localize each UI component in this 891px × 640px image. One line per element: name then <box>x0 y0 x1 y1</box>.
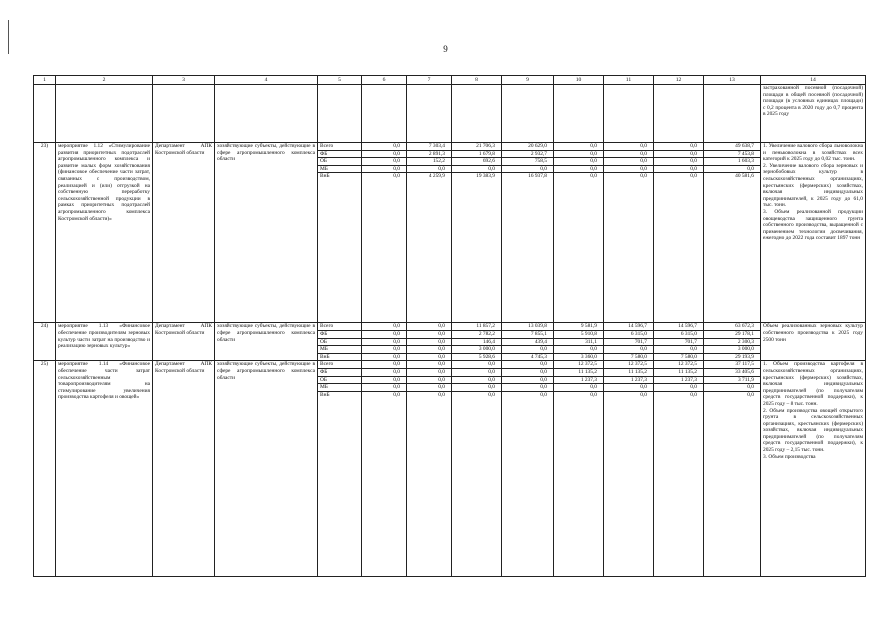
continuation-empty-cell <box>215 85 318 143</box>
year-value: 0,0 <box>554 346 604 354</box>
year-value: 5 910,8 <box>554 330 604 338</box>
year-value: 0,0 <box>554 391 604 576</box>
continuation-empty-cell <box>554 85 604 143</box>
header-col-9: 9 <box>502 76 554 85</box>
result-paragraph: 2. Объем производства овощей открытого грунта в сельскохозяйственных организациях, крестьянских (фермерских) хозяйствах, включая индивидуальных предпринимателей (по получателям средств государственной поддержки), к 2025 году – 2,15 тыс. тонн. <box>763 407 863 454</box>
header-col-11: 11 <box>604 76 654 85</box>
funding-source: МБ <box>318 384 362 392</box>
total-value: 0,0 <box>704 165 761 173</box>
year-value: 0,0 <box>362 143 407 151</box>
continuation-empty-cell <box>362 85 407 143</box>
year-value: 0,0 <box>407 338 452 346</box>
year-value: 5 928,6 <box>452 353 502 361</box>
year-value: 6 315,0 <box>654 330 704 338</box>
year-value: 0,0 <box>554 165 604 173</box>
year-value: 0,0 <box>654 346 704 354</box>
year-value: 0,0 <box>654 391 704 576</box>
year-value: 0,0 <box>407 346 452 354</box>
result-paragraph: 1. Увеличение валового сбора льноволокна и пеньковолокна в хозяйствах всех категорий к 2025 году до 0,02 тыс. тонн. <box>763 143 863 163</box>
result-paragraph: 3. Объем реализованной продукции овощеводства защищенного грунта собственного производства, выращенной с применением технологии досвечивания, ежегодно до 2022 года составит 1897 тонн <box>763 208 863 242</box>
total-value: 29 193,9 <box>704 353 761 361</box>
year-value: 1 679,8 <box>452 150 502 158</box>
group-number: 24) <box>34 323 56 361</box>
total-value: 1 603,3 <box>704 158 761 166</box>
year-value: 152,2 <box>407 158 452 166</box>
result-paragraph: 1. Объем производства картофеля в сельскохозяйственных организациях, крестьянских (фермерских) хозяйствах, включая индивидуальных предпринимателей (по получателям средств государственной поддержки), к 2025 году – 8 тыс. тонн. <box>763 361 863 407</box>
expected-results <box>761 143 866 323</box>
header-col-3: 3 <box>153 76 215 85</box>
header-col-1: 1 <box>34 76 56 85</box>
year-value: 0,0 <box>407 391 452 576</box>
total-value: 3 000,0 <box>704 346 761 354</box>
funding-source: МБ <box>318 346 362 354</box>
executor: Департамент АПК Костромской области <box>153 143 215 323</box>
year-value: 7 303,4 <box>407 143 452 151</box>
year-value: 0,0 <box>407 361 452 369</box>
year-value: 13 039,8 <box>502 323 554 331</box>
continuation-empty-cell <box>318 85 362 143</box>
continuation-empty-cell <box>56 85 153 143</box>
continuation-empty-cell <box>407 85 452 143</box>
year-value: 1 237,3 <box>554 376 604 384</box>
continuation-empty-cell <box>502 85 554 143</box>
table-row <box>34 361 866 369</box>
year-value: 14 596,7 <box>654 323 704 331</box>
measure-name: мероприятие 1.14 «Финансовое обеспечение части затрат сельскохозяйственным товаропроизводителям на стимулирование увеличения производства картофеля и овощей» <box>56 361 153 576</box>
year-value: 11 857,2 <box>452 323 502 331</box>
result-paragraph: 2. Увеличение валового сбора зерновых и зернобобовых культур в сельскохозяйственных организациях, крестьянских (фермерских) хозяйствах, включая индивидуальных предпринимателей, к 2025 году до 61,0 тыс. тонн. <box>763 162 863 209</box>
year-value: 0,0 <box>654 173 704 323</box>
continuation-empty-cell <box>34 85 56 143</box>
year-value: 0,0 <box>604 173 654 323</box>
year-value: 7 855,1 <box>502 330 554 338</box>
funding-source: МБ <box>318 165 362 173</box>
year-value: 0,0 <box>452 384 502 392</box>
year-value: 0,0 <box>452 376 502 384</box>
year-value: 0,0 <box>604 346 654 354</box>
header-col-6: 6 <box>362 76 407 85</box>
funding-source: ФБ <box>318 330 362 338</box>
year-value: 146,4 <box>452 338 502 346</box>
funding-source: ФБ <box>318 368 362 376</box>
year-value: 11 135,2 <box>554 368 604 376</box>
measure-name: мероприятие 1.13 «Финансовое обеспечение производителям зерновых культур части затрат на производство и реализацию зерновых культур» <box>56 323 153 361</box>
group-number: 25) <box>34 361 56 576</box>
year-value: 0,0 <box>407 165 452 173</box>
year-value: 2 891,3 <box>407 150 452 158</box>
total-value: 37 117,5 <box>704 361 761 369</box>
year-value: 12 372,5 <box>654 361 704 369</box>
year-value: 0,0 <box>604 143 654 151</box>
page-number: 9 <box>443 44 448 54</box>
year-value: 11 135,2 <box>654 368 704 376</box>
year-value: 7 580,0 <box>654 353 704 361</box>
expected-results <box>761 361 866 576</box>
year-value: 11 135,2 <box>604 368 654 376</box>
total-value: 63 672,3 <box>704 323 761 331</box>
participants: хозяйствующие субъекты, действующие в сфере агропромышленного комплекса области <box>215 361 318 576</box>
year-value: 0,0 <box>452 361 502 369</box>
year-value: 0,0 <box>554 173 604 323</box>
year-value: 0,0 <box>604 150 654 158</box>
year-value: 0,0 <box>362 165 407 173</box>
year-value: 2 932,7 <box>502 150 554 158</box>
year-value: 0,0 <box>502 391 554 576</box>
funding-source: Всего <box>318 361 362 369</box>
year-value: 20 629,0 <box>502 143 554 151</box>
year-value: 3 360,0 <box>554 353 604 361</box>
year-value: 0,0 <box>502 346 554 354</box>
participants: хозяйствующие субъекты, действующие в сфере агропромышленного комплекса области <box>215 143 318 323</box>
year-value: 0,0 <box>654 384 704 392</box>
year-value: 0,0 <box>362 384 407 392</box>
header-col-14: 14 <box>761 76 866 85</box>
year-value: 701,7 <box>604 338 654 346</box>
year-value: 0,0 <box>407 323 452 331</box>
expected-results <box>761 323 866 361</box>
year-value: 0,0 <box>554 158 604 166</box>
total-value: 0,0 <box>704 391 761 576</box>
year-value: 0,0 <box>452 165 502 173</box>
year-value: 0,0 <box>407 353 452 361</box>
header-col-12: 12 <box>654 76 704 85</box>
header-col-7: 7 <box>407 76 452 85</box>
funding-source: Всего <box>318 143 362 151</box>
year-value: 0,0 <box>604 391 654 576</box>
year-value: 6 315,0 <box>604 330 654 338</box>
year-value: 692,6 <box>452 158 502 166</box>
year-value: 0,0 <box>362 150 407 158</box>
year-value: 0,0 <box>362 330 407 338</box>
year-value: 0,0 <box>654 165 704 173</box>
year-value: 0,0 <box>554 384 604 392</box>
year-value: 0,0 <box>362 368 407 376</box>
funding-source: ВнБ <box>318 173 362 323</box>
total-value: 3 711,9 <box>704 376 761 384</box>
year-value: 0,0 <box>604 165 654 173</box>
result-paragraph: Объем реализованных зерновых культур собственного производства к 2025 году 2500 тонн <box>763 323 863 343</box>
year-value: 4 259,9 <box>407 173 452 323</box>
year-value: 16 937,8 <box>502 173 554 323</box>
funding-source: ОБ <box>318 158 362 166</box>
year-value: 0,0 <box>362 353 407 361</box>
table-row <box>34 143 866 151</box>
header-col-13: 13 <box>704 76 761 85</box>
year-value: 0,0 <box>362 376 407 384</box>
year-value: 0,0 <box>362 391 407 576</box>
year-value: 0,0 <box>654 143 704 151</box>
year-value: 0,0 <box>502 376 554 384</box>
year-value: 19 383,9 <box>452 173 502 323</box>
header-col-8: 8 <box>452 76 502 85</box>
year-value: 0,0 <box>407 368 452 376</box>
funding-source: ОБ <box>318 338 362 346</box>
year-value: 7 580,0 <box>604 353 654 361</box>
year-value: 1 237,3 <box>654 376 704 384</box>
continuation-result: застрахованной посевной (посадочной) площади в общей посевной (посадочной) площади (в условных единицах площади) с 0,2 процента в 2020 году до 0,7 процента в 2025 году <box>761 85 866 143</box>
year-value: 0,0 <box>362 323 407 331</box>
year-value: 311,1 <box>554 338 604 346</box>
continuation-empty-cell <box>704 85 761 143</box>
year-value: 2 782,2 <box>452 330 502 338</box>
year-value: 0,0 <box>554 143 604 151</box>
total-value: 0,0 <box>704 384 761 392</box>
year-value: 0,0 <box>407 330 452 338</box>
year-value: 3 000,0 <box>452 346 502 354</box>
year-value: 21 706,3 <box>452 143 502 151</box>
year-value: 701,7 <box>654 338 704 346</box>
year-value: 9 581,9 <box>554 323 604 331</box>
year-value: 0,0 <box>554 150 604 158</box>
funding-source: ВнБ <box>318 353 362 361</box>
year-value: 1 237,3 <box>604 376 654 384</box>
result-paragraph: 3. Объем производства <box>763 453 816 460</box>
year-value: 14 596,7 <box>604 323 654 331</box>
header-col-5: 5 <box>318 76 362 85</box>
executor: Департамент АПК Костромской области <box>153 323 215 361</box>
year-value: 0,0 <box>362 361 407 369</box>
year-value: 0,0 <box>362 173 407 323</box>
year-value: 0,0 <box>362 338 407 346</box>
year-value: 0,0 <box>502 384 554 392</box>
measure-name: мероприятие 1.12 «Стимулирование развития приоритетных подотраслей агропромышленного комплекса и развитие малых форм хозяйствования (финансовое обеспечение части затрат, связанных с производством, реализацией и (или) отгрузкой на собственную переработку сельскохозяйственной продукции в рамках приоритетных подотраслей агропромышленного комплекса Костромской области)» <box>56 143 153 323</box>
funding-source: ФБ <box>318 150 362 158</box>
funding-source: ОБ <box>318 376 362 384</box>
continuation-empty-cell <box>153 85 215 143</box>
total-value: 7 453,8 <box>704 150 761 158</box>
header-col-2: 2 <box>56 76 153 85</box>
continuation-empty-cell <box>604 85 654 143</box>
continuation-row <box>34 85 866 143</box>
total-value: 49 638,7 <box>704 143 761 151</box>
year-value: 0,0 <box>502 361 554 369</box>
year-value: 0,0 <box>654 158 704 166</box>
header-row <box>34 76 866 85</box>
year-value: 439,4 <box>502 338 554 346</box>
year-value: 0,0 <box>362 346 407 354</box>
executor: Департамент АПК Костромской области <box>153 361 215 576</box>
year-value: 0,0 <box>502 165 554 173</box>
year-value: 0,0 <box>452 391 502 576</box>
total-value: 33 405,6 <box>704 368 761 376</box>
continuation-empty-cell <box>452 85 502 143</box>
total-value: 40 581,6 <box>704 173 761 323</box>
year-value: 0,0 <box>604 158 654 166</box>
continuation-empty-cell <box>654 85 704 143</box>
total-value: 29 178,1 <box>704 330 761 338</box>
total-value: 2 300,3 <box>704 338 761 346</box>
year-value: 4 745,3 <box>502 353 554 361</box>
year-value: 0,0 <box>502 368 554 376</box>
header-col-4: 4 <box>215 76 318 85</box>
year-value: 0,0 <box>362 158 407 166</box>
year-value: 0,0 <box>407 384 452 392</box>
year-value: 0,0 <box>604 384 654 392</box>
group-number: 23) <box>34 143 56 323</box>
budget-table <box>33 75 866 577</box>
year-value: 0,0 <box>654 150 704 158</box>
participants: хозяйствующие субъекты, действующие в сфере агропромышленного комплекса области <box>215 323 318 361</box>
year-value: 12 372,5 <box>604 361 654 369</box>
header-col-10: 10 <box>554 76 604 85</box>
year-value: 0,0 <box>407 376 452 384</box>
year-value: 758,5 <box>502 158 554 166</box>
year-value: 12 372,5 <box>554 361 604 369</box>
funding-source: Всего <box>318 323 362 331</box>
year-value: 0,0 <box>452 368 502 376</box>
table-row <box>34 323 866 331</box>
funding-source: ВнБ <box>318 391 362 576</box>
